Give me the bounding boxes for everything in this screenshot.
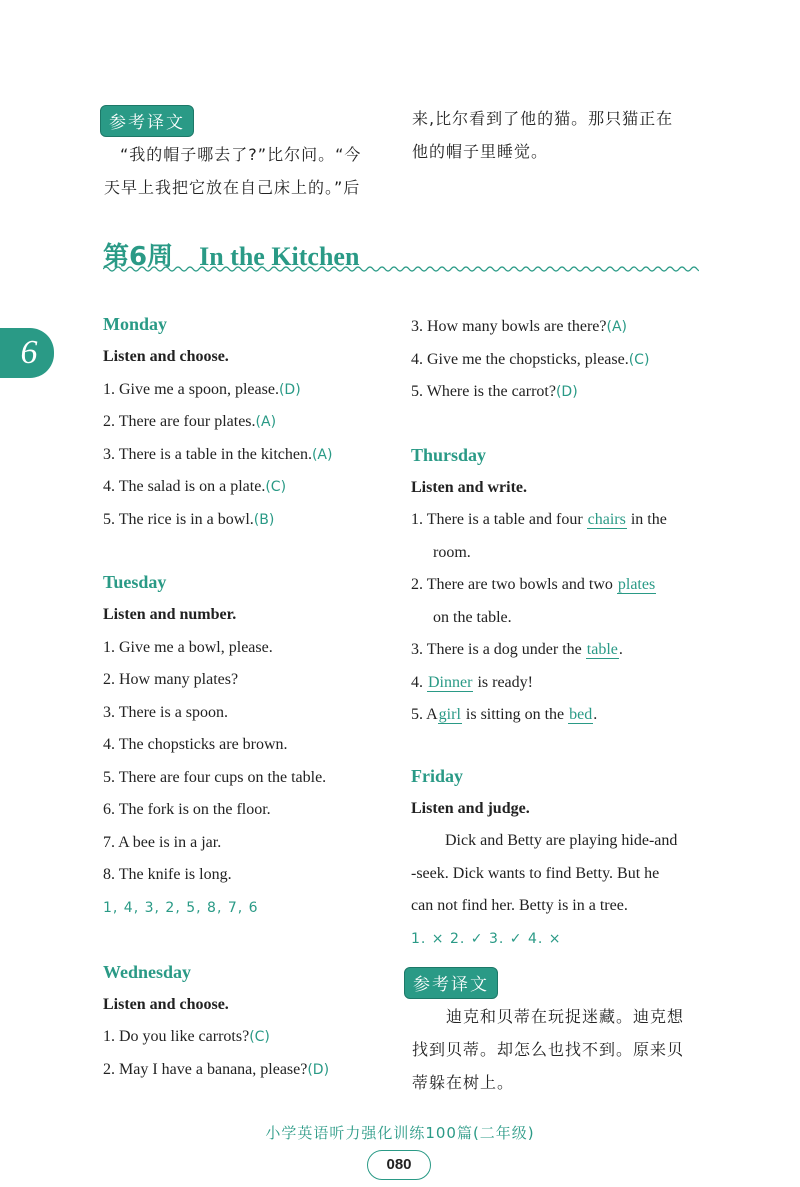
answer: (A) bbox=[311, 446, 333, 463]
filled-answer: chairs bbox=[587, 511, 626, 528]
week-number: 第6周 bbox=[103, 242, 174, 272]
wavy-divider bbox=[103, 264, 699, 274]
translation-line: 找到贝蒂。却怎么也找不到。原来贝 bbox=[412, 1040, 685, 1059]
answer: (C) bbox=[265, 479, 287, 495]
paragraph-line: can not find her. Betty is in a tree. bbox=[411, 897, 628, 914]
list-item: 2. There are two bowls and two plates bbox=[411, 576, 656, 593]
translation-tag: 参考译文 bbox=[404, 967, 498, 999]
thursday-section bbox=[411, 445, 711, 732]
day-heading: Thursday bbox=[411, 444, 487, 465]
list-item: 2. How many plates? bbox=[103, 671, 239, 688]
translation-right bbox=[412, 102, 712, 168]
day-heading: Wednesday bbox=[103, 961, 192, 982]
book-title-footer: 小学英语听力强化训练100篇(二年级) bbox=[265, 1124, 535, 1142]
instruction: Listen and choose. bbox=[103, 348, 229, 365]
answer: (C) bbox=[249, 1029, 270, 1045]
answer: (B) bbox=[253, 511, 275, 528]
list-item: 4. Give me the chopsticks, please.(C) bbox=[411, 350, 650, 368]
instruction: Listen and judge. bbox=[411, 799, 530, 817]
list-item: 3. How many bowls are there?(A) bbox=[411, 318, 628, 335]
instruction: Listen and choose. bbox=[103, 995, 229, 1013]
translation-left bbox=[104, 138, 396, 204]
translation-line: 天早上我把它放在自己床上的。”后 bbox=[104, 178, 361, 197]
list-item: 5. Where is the carrot?(D) bbox=[411, 383, 578, 400]
instruction: Listen and write. bbox=[411, 478, 527, 496]
filled-answer: bed bbox=[569, 706, 593, 723]
list-item: 6. The fork is on the floor. bbox=[103, 801, 271, 818]
list-item: 5. There are four cups on the table. bbox=[103, 768, 327, 786]
list-item: 2. May I have a banana, please?(D) bbox=[103, 1060, 330, 1078]
list-item-continued: on the table. bbox=[433, 608, 512, 626]
wednesday-section bbox=[103, 962, 403, 1087]
chapter-tab: 6 bbox=[0, 328, 54, 378]
filled-answer: plates bbox=[617, 576, 656, 593]
list-item: 1. Give me a bowl, please. bbox=[103, 638, 273, 656]
day-heading: Monday bbox=[103, 314, 168, 334]
filled-answer: table bbox=[586, 641, 618, 658]
answer: (D) bbox=[307, 1061, 330, 1078]
answer: (D) bbox=[555, 384, 578, 400]
answer: 1. × 2. ✓ 3. ✓ 4. × bbox=[411, 930, 562, 947]
list-item: 4. Dinner is ready! bbox=[411, 673, 533, 691]
list-item: 1. Give me a spoon, please.(D) bbox=[103, 380, 301, 398]
list-item: 5. The rice is in a bowl.(B) bbox=[103, 510, 275, 528]
translation-line: 蒂躲在树上。 bbox=[412, 1073, 515, 1092]
translation-line: 来,比尔看到了他的猫。那只猫正在 bbox=[412, 109, 674, 128]
paragraph-line: -seek. Dick wants to find Betty. But he bbox=[411, 864, 660, 882]
list-item: 4. The chopsticks are brown. bbox=[103, 736, 288, 753]
translation-line: 他的帽子里睡觉。 bbox=[412, 142, 549, 161]
answer: (C) bbox=[628, 351, 650, 368]
translation-line: 迪克和贝蒂在玩捉迷藏。迪克想 bbox=[446, 1007, 685, 1026]
translation-tag: 参考译文 bbox=[100, 105, 194, 137]
right-column bbox=[411, 311, 711, 955]
filled-answer: girl bbox=[438, 706, 461, 723]
left-column bbox=[103, 314, 403, 1086]
monday-section bbox=[103, 314, 403, 536]
instruction: Listen and number. bbox=[103, 606, 237, 623]
answer: 1, 4, 3, 2, 5, 8, 7, 6 bbox=[103, 899, 259, 916]
list-item: 3. There is a spoon. bbox=[103, 703, 229, 721]
week-title: In the Kitchen bbox=[199, 242, 360, 271]
list-item: 4. The salad is on a plate.(C) bbox=[103, 478, 287, 495]
filled-answer: Dinner bbox=[428, 673, 473, 691]
list-item-continued: room. bbox=[433, 543, 471, 561]
translation-line: “我的帽子哪去了?”比尔问。“今 bbox=[120, 145, 362, 164]
day-heading: Tuesday bbox=[103, 572, 167, 592]
list-item: 5. Agirl is sitting on the bed. bbox=[411, 706, 598, 723]
answer: (A) bbox=[255, 414, 277, 430]
answer: (A) bbox=[606, 319, 628, 335]
list-item: 3. There is a table in the kitchen.(A) bbox=[103, 445, 333, 463]
list-item: 1. Do you like carrots?(C) bbox=[103, 1028, 270, 1045]
page-number: 080 bbox=[367, 1150, 431, 1180]
list-item: 2. There are four plates.(A) bbox=[103, 413, 277, 430]
list-item: 3. There is a dog under the table. bbox=[411, 641, 623, 658]
day-heading: Friday bbox=[411, 765, 463, 786]
list-item: 1. There is a table and four chairs in the bbox=[411, 511, 667, 528]
paragraph-line: Dick and Betty are playing hide-and bbox=[445, 832, 678, 849]
answer: (D) bbox=[278, 381, 301, 398]
friday-section bbox=[411, 766, 711, 955]
list-item: 7. A bee is in a jar. bbox=[103, 833, 222, 851]
tuesday-section bbox=[103, 572, 403, 924]
translation-friday bbox=[412, 1000, 712, 1099]
list-item: 8. The knife is long. bbox=[103, 866, 232, 883]
